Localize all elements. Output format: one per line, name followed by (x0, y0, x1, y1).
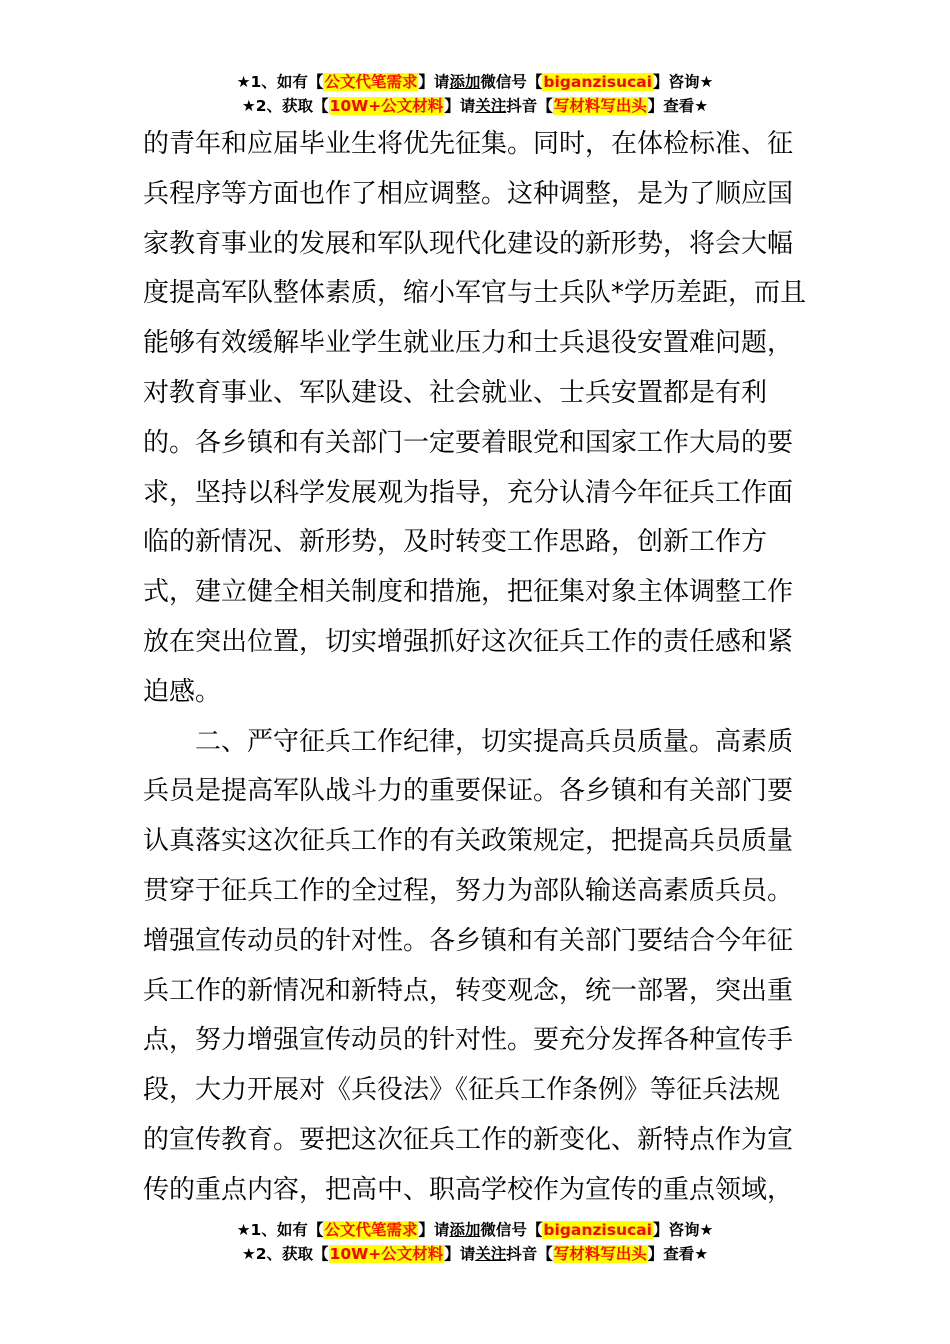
banner-text: 】请 (444, 97, 476, 115)
underlined-text: 添加 (449, 1221, 481, 1239)
body-line: 兵员是提高军队战斗力的重要保证。各乡镇和有关部门要 (143, 776, 794, 807)
body-line: 的青年和应届毕业生将优先征集。同时，在体检标准、征 (143, 129, 794, 159)
banner-line-1 (0, 1218, 950, 1242)
underlined-text: 添加 (449, 73, 481, 91)
highlight-douyin-account: 写材料写出头 (553, 97, 647, 115)
banner-text: ★1、如有【 (236, 1221, 324, 1239)
body-line: 对教育事业、军队建设、社会就业、士兵安置都是有利 (143, 377, 768, 408)
banner-text: 】查看★ (647, 1245, 709, 1263)
body-line: 放在突出位置，切实增强抓好这次征兵工作的责任感和紧 (143, 626, 794, 657)
banner-line-2 (0, 1242, 950, 1266)
body-line: 点，努力增强宣传动员的针对性。要充分发挥各种宣传手 (143, 1025, 794, 1056)
highlight-materials: 10W+公文材料 (329, 1245, 444, 1263)
body-line: 增强宣传动员的针对性。各乡镇和有关部门要结合今年征 (143, 925, 794, 956)
body-line: 兵程序等方面也作了相应调整。这种调整，是为了顺应国 (143, 178, 794, 209)
underlined-text: 关注 (475, 1245, 507, 1263)
underlined-text: 关注 (475, 97, 507, 115)
banner-line-1 (0, 70, 950, 94)
banner-text: 】查看★ (647, 97, 709, 115)
banner-text: 抖音【 (506, 1245, 553, 1263)
footer-banner (0, 1218, 950, 1266)
highlight-service: 公文代笔需求 (324, 1221, 418, 1239)
body-line: 家教育事业的发展和军队现代化建设的新形势，将会大幅 (143, 228, 794, 259)
header-banner (0, 70, 950, 118)
document-body (143, 120, 807, 1216)
highlight-materials: 10W+公文材料 (329, 97, 444, 115)
highlight-wechat-id: biganzisucai (543, 1221, 652, 1239)
highlight-douyin-account: 写材料写出头 (553, 1245, 647, 1263)
banner-text: 微信号【 (480, 1221, 543, 1239)
section-heading-line: 二、严守征兵工作纪律，切实提高兵员质量。高素质 (195, 726, 794, 757)
banner-text: 微信号【 (480, 73, 543, 91)
body-line: 贯穿于征兵工作的全过程，努力为部队输送高素质兵员。 (143, 875, 794, 906)
banner-text: 】请 (418, 73, 450, 91)
banner-text: 】咨询★ (652, 1221, 714, 1239)
body-line: 段，大力开展对《兵役法》《征兵工作条例》等征兵法规 (143, 1075, 781, 1106)
banner-text: ★1、如有【 (236, 73, 324, 91)
body-line: 传的重点内容，把高中、职高学校作为宣传的重点领域， (143, 1174, 794, 1205)
body-line: 能够有效缓解毕业学生就业压力和士兵退役安置难问题， (143, 328, 794, 359)
body-line: 迫感。 (143, 676, 222, 707)
banner-text: 】咨询★ (652, 73, 714, 91)
body-line: 度提高军队整体素质，缩小军官与士兵队*学历差距，而且 (143, 278, 807, 309)
banner-line-2 (0, 94, 950, 118)
highlight-wechat-id: biganzisucai (543, 73, 652, 91)
body-line: 的宣传教育。要把这次征兵工作的新变化、新特点作为宣 (143, 1124, 794, 1155)
banner-text: 】请 (444, 1245, 476, 1263)
highlight-service: 公文代笔需求 (324, 73, 418, 91)
banner-text: 】请 (418, 1221, 450, 1239)
banner-text: ★2、获取【 (241, 1245, 329, 1263)
body-line: 求，坚持以科学发展观为指导，充分认清今年征兵工作面 (143, 477, 794, 508)
banner-text: 抖音【 (506, 97, 553, 115)
body-line: 式，建立健全相关制度和措施，把征集对象主体调整工作 (143, 577, 794, 608)
body-line: 兵工作的新情况和新特点，转变观念，统一部署，突出重 (143, 975, 794, 1006)
body-line: 的。各乡镇和有关部门一定要着眼党和国家工作大局的要 (143, 427, 794, 458)
body-line: 认真落实这次征兵工作的有关政策规定，把提高兵员质量 (143, 826, 794, 857)
banner-text: ★2、获取【 (241, 97, 329, 115)
body-line: 临的新情况、新形势，及时转变工作思路，创新工作方 (143, 527, 768, 558)
